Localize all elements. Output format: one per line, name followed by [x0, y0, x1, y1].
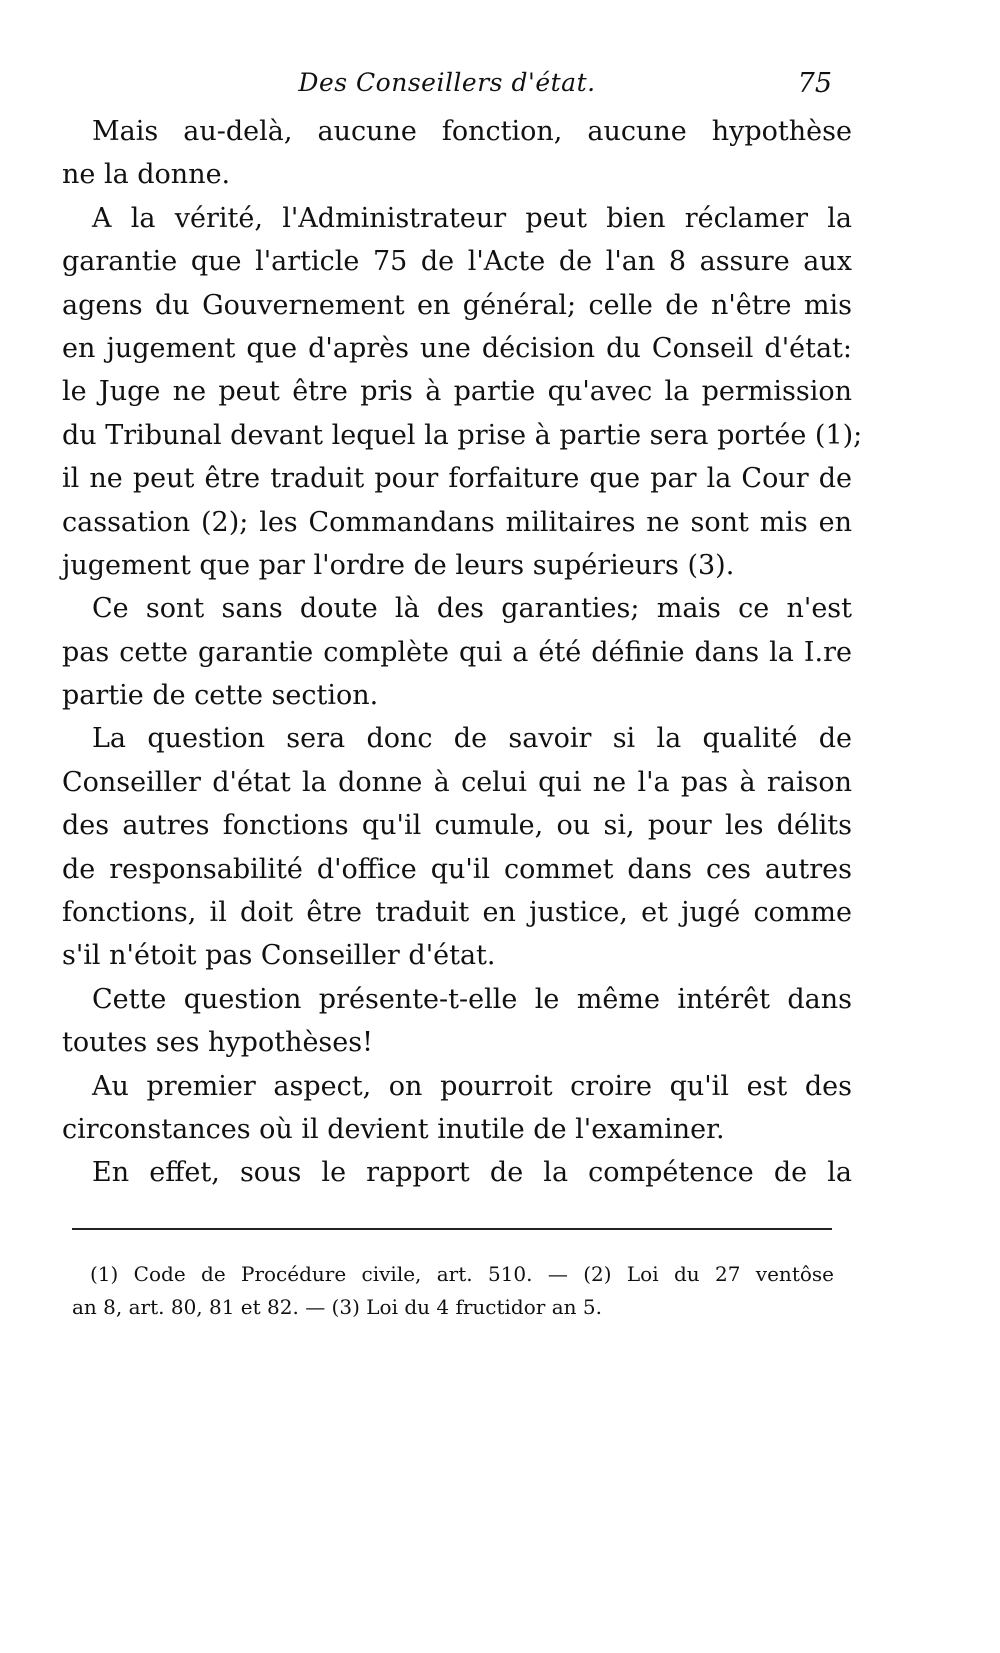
text-line: Au premier aspect, on pourroit croire qu'il est des — [92, 1070, 852, 1102]
text-line: du Tribunal devant lequel la prise à partie sera portée (1); — [62, 419, 863, 451]
text-line: toutes ses hypothèses! — [62, 1027, 373, 1059]
text-line: s'il n'étoit pas Conseiller d'état. — [62, 940, 496, 972]
text-line: En effet, sous le rapport de la compétence de la — [92, 1157, 852, 1189]
running-title: Des Conseillers d'état. — [298, 68, 596, 97]
text-line: Cette question présente-t-elle le même intérêt dans — [92, 983, 852, 1015]
text-line: partie de cette section. — [62, 680, 379, 712]
running-head — [62, 68, 832, 108]
text-line: ne la donne. — [62, 159, 231, 191]
text-line: pas cette garantie complète qui a été définie dans la I.re — [62, 636, 852, 668]
text-line: de responsabilité d'office qu'il commet dans ces autres — [62, 853, 852, 885]
text-line: circonstances où il devient inutile de l'examiner. — [62, 1113, 725, 1145]
body-text — [62, 110, 863, 1195]
paragraph-1 — [62, 110, 852, 197]
text-line: cassation (2); les Commandans militaires ne sont mis en — [62, 506, 852, 538]
footnote-line: an 8, art. 80, 81 et 82. — (3) Loi du 4 fructidor an 5. — [72, 1295, 602, 1319]
text-line: il ne peut être traduit pour forfaiture que par la Cour de — [62, 463, 852, 495]
text-line: en jugement que d'après une décision du Conseil d'état: — [62, 332, 852, 364]
footnotes — [72, 1258, 834, 1324]
text-line: Ce sont sans doute là des garanties; mais ce n'est — [92, 593, 852, 625]
paragraph-3 — [62, 587, 852, 717]
text-line: A la vérité, l'Administrateur peut bien réclamer la — [92, 202, 852, 234]
text-line: garantie que l'article 75 de l'Acte de l'an 8 assure aux — [62, 246, 852, 278]
text-line: agens du Gouvernement en général; celle de n'être mis — [62, 289, 852, 321]
text-line: La question sera donc de savoir si la qualité de — [92, 723, 852, 755]
paragraph-5 — [62, 978, 852, 1065]
text-line: jugement que par l'ordre de leurs supérieurs (3). — [62, 549, 735, 581]
footnote-line: (1) Code de Procédure civile, art. 510. — (2) Loi du 27 ventôse — [90, 1262, 834, 1286]
paragraph-6 — [62, 1065, 852, 1152]
page-number: 75 — [797, 68, 832, 99]
text-line: le Juge ne peut être pris à partie qu'avec la permission — [62, 376, 852, 408]
footnote-rule — [72, 1228, 832, 1230]
text-line: fonctions, il doit être traduit en justice, et jugé comme — [62, 897, 852, 929]
text-line: Mais au-delà, aucune fonction, aucune hypothèse — [92, 116, 852, 147]
paragraph-2 — [62, 197, 863, 588]
paragraph-4 — [62, 717, 852, 977]
paragraph-7 — [62, 1151, 852, 1194]
text-line: des autres fonctions qu'il cumule, ou si, pour les délits — [62, 810, 852, 842]
text-line: Conseiller d'état la donne à celui qui ne l'a pas à raison — [62, 766, 852, 798]
